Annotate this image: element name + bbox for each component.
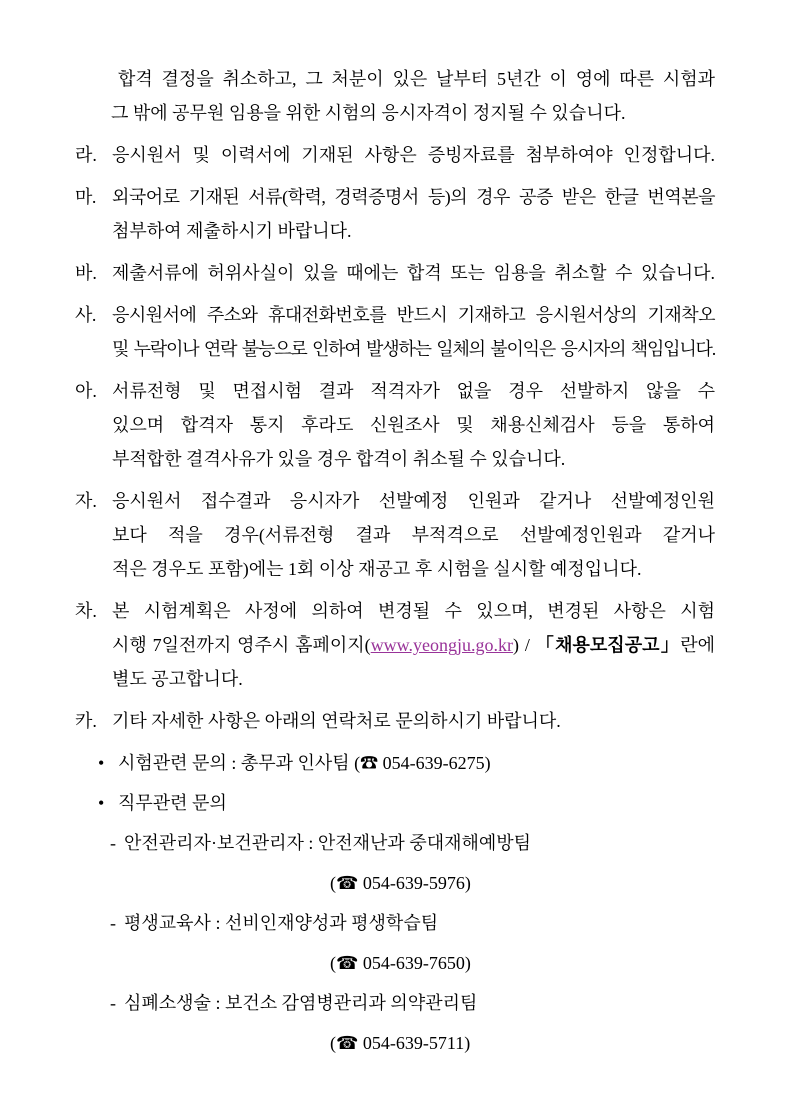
item-text: 란에 xyxy=(680,635,716,655)
item-text: 제출서류에 허위사실이 있을 때에는 합격 또는 임용을 취소할 수 있습니다. xyxy=(112,263,715,283)
contact-phone-line xyxy=(75,946,715,980)
contact-entry-safety xyxy=(75,826,715,860)
recruitment-section-label: 「채용모집공고」 xyxy=(535,635,681,655)
contact-section xyxy=(75,746,715,1060)
paragraph-line: 그 밖에 공무원 임용을 위한 시험의 응시자격이 정지될 수 있습니다. xyxy=(111,103,626,123)
item-text: 외국어로 기재된 서류(학력, 경력증명서 등)의 경우 공증 받은 한글 번역본을 xyxy=(112,187,715,207)
phone-number xyxy=(330,1033,470,1053)
list-item-ma xyxy=(75,180,715,248)
item-marker: 마. xyxy=(75,187,96,207)
bullet-icon: • xyxy=(98,753,105,773)
homepage-link[interactable]: www.yeongju.go.kr xyxy=(370,635,513,655)
contact-text: 직무관련 문의 xyxy=(118,793,227,813)
dash-icon: - xyxy=(110,913,116,933)
item-marker: 차. xyxy=(75,601,97,621)
paragraph-line xyxy=(75,704,715,738)
list-item-cha xyxy=(75,594,715,696)
item-marker: 바. xyxy=(75,263,97,283)
phone-digits: 054-639-5976) xyxy=(358,873,471,893)
phone-paren: ( xyxy=(330,1033,336,1053)
paragraph-line xyxy=(75,180,715,214)
paragraph-line: 있으며 합격자 통지 후라도 신원조사 및 채용신체검사 등을 통하여 xyxy=(112,415,715,435)
paragraph-line xyxy=(75,484,715,518)
list-item-ra xyxy=(75,138,715,172)
item-marker: 카. xyxy=(75,711,97,731)
telephone-icon: ☎ xyxy=(336,873,359,893)
paragraph-line: 합격 결정을 취소하고, 그 처분이 있은 날부터 5년간 이 영에 따른 시험과 xyxy=(118,69,715,89)
item-marker: 라. xyxy=(75,145,97,165)
item-text: 시행 7일전까지 영주시 홈페이지( xyxy=(112,635,371,655)
contact-job-heading-line xyxy=(75,786,715,820)
item-text: 응시원서 접수결과 응시자가 선발예정 인원과 같거나 선발예정인원 xyxy=(112,491,715,511)
paragraph-line xyxy=(75,138,715,172)
contact-text: 안전관리자·보건관리자 : 안전재난과 중대재해예방팀 xyxy=(124,833,532,853)
contact-text: 평생교육사 : 선비인재양성과 평생학습팀 xyxy=(124,913,439,933)
list-item-ba xyxy=(75,256,715,290)
phone-digits: 054-639-5711) xyxy=(358,1033,471,1053)
item-text: 서류전형 및 면접시험 결과 적격자가 없을 경우 선발하지 않을 수 xyxy=(112,381,715,401)
telephone-icon: ☎ xyxy=(336,1033,359,1053)
item-text: ) / xyxy=(513,635,536,655)
paragraph-line xyxy=(75,594,715,628)
list-item-a xyxy=(75,374,715,476)
paragraph-line: 첨부하여 제출하시기 바랍니다. xyxy=(112,221,352,241)
document-content xyxy=(75,62,715,1060)
item-text: 응시원서에 주소와 휴대전화번호를 반드시 기재하고 응시원서상의 기재착오 xyxy=(112,305,715,325)
item-marker: 사. xyxy=(75,305,96,325)
item-text: 응시원서 및 이력서에 기재된 사항은 증빙자료를 첨부하여야 인정합니다. xyxy=(112,145,715,165)
dash-icon: - xyxy=(110,993,116,1013)
paragraph-line: 부적합한 결격사유가 있을 경우 합격이 취소될 수 있습니다. xyxy=(112,449,566,469)
contact-phone-line xyxy=(75,866,715,900)
phone-digits: 054-639-6275) xyxy=(378,753,491,773)
contact-text: 시험관련 문의 : 총무과 인사팀 xyxy=(118,753,355,773)
phone-number xyxy=(330,873,471,893)
paragraph-line xyxy=(75,256,715,290)
item-text: 기타 자세한 사항은 아래의 연락처로 문의하시기 바랍니다. xyxy=(112,711,561,731)
paragraph-line: 별도 공고합니다. xyxy=(112,669,243,689)
list-item-ka xyxy=(75,704,715,738)
paragraph-line: 및 누락이나 연락 불능으로 인하여 발생하는 일체의 불이익은 응시자의 책임입니다. xyxy=(112,339,715,359)
phone-paren: ( xyxy=(330,873,336,893)
phone-number xyxy=(330,953,471,973)
item-marker: 아. xyxy=(75,381,97,401)
item-text: 본 시험계획은 사정에 의하여 변경될 수 있으며, 변경된 사항은 시험 xyxy=(112,601,715,621)
telephone-icon: ☎ xyxy=(336,953,359,973)
paragraph-line xyxy=(75,298,715,332)
phone-digits: 054-639-7650) xyxy=(358,953,471,973)
bullet-icon: • xyxy=(98,793,105,813)
continuation-paragraph xyxy=(75,62,715,130)
phone-paren: ( xyxy=(330,953,336,973)
list-item-sa xyxy=(75,298,715,366)
paragraph-line: 보다 적을 경우(서류전형 결과 부적격으로 선발예정인원과 같거나 xyxy=(112,525,715,545)
contact-entry-education xyxy=(75,906,715,940)
list-item-ja xyxy=(75,484,715,586)
phone-paren: ( xyxy=(354,753,361,773)
paragraph-line: 적은 경우도 포함)에는 1회 이상 재공고 후 시험을 실시할 예정입니다. xyxy=(112,559,642,579)
paragraph-line xyxy=(75,628,715,662)
dash-icon: - xyxy=(110,833,116,853)
contact-exam-line xyxy=(75,746,715,780)
paragraph-line xyxy=(75,374,715,408)
contact-entry-cpr xyxy=(75,986,715,1020)
contact-text: 심폐소생술 : 보건소 감염병관리과 의약관리팀 xyxy=(124,993,478,1013)
contact-phone-line xyxy=(75,1026,715,1060)
telephone-icon: ☎ xyxy=(360,753,379,773)
item-marker: 자. xyxy=(75,491,97,511)
phone-number xyxy=(354,753,490,773)
